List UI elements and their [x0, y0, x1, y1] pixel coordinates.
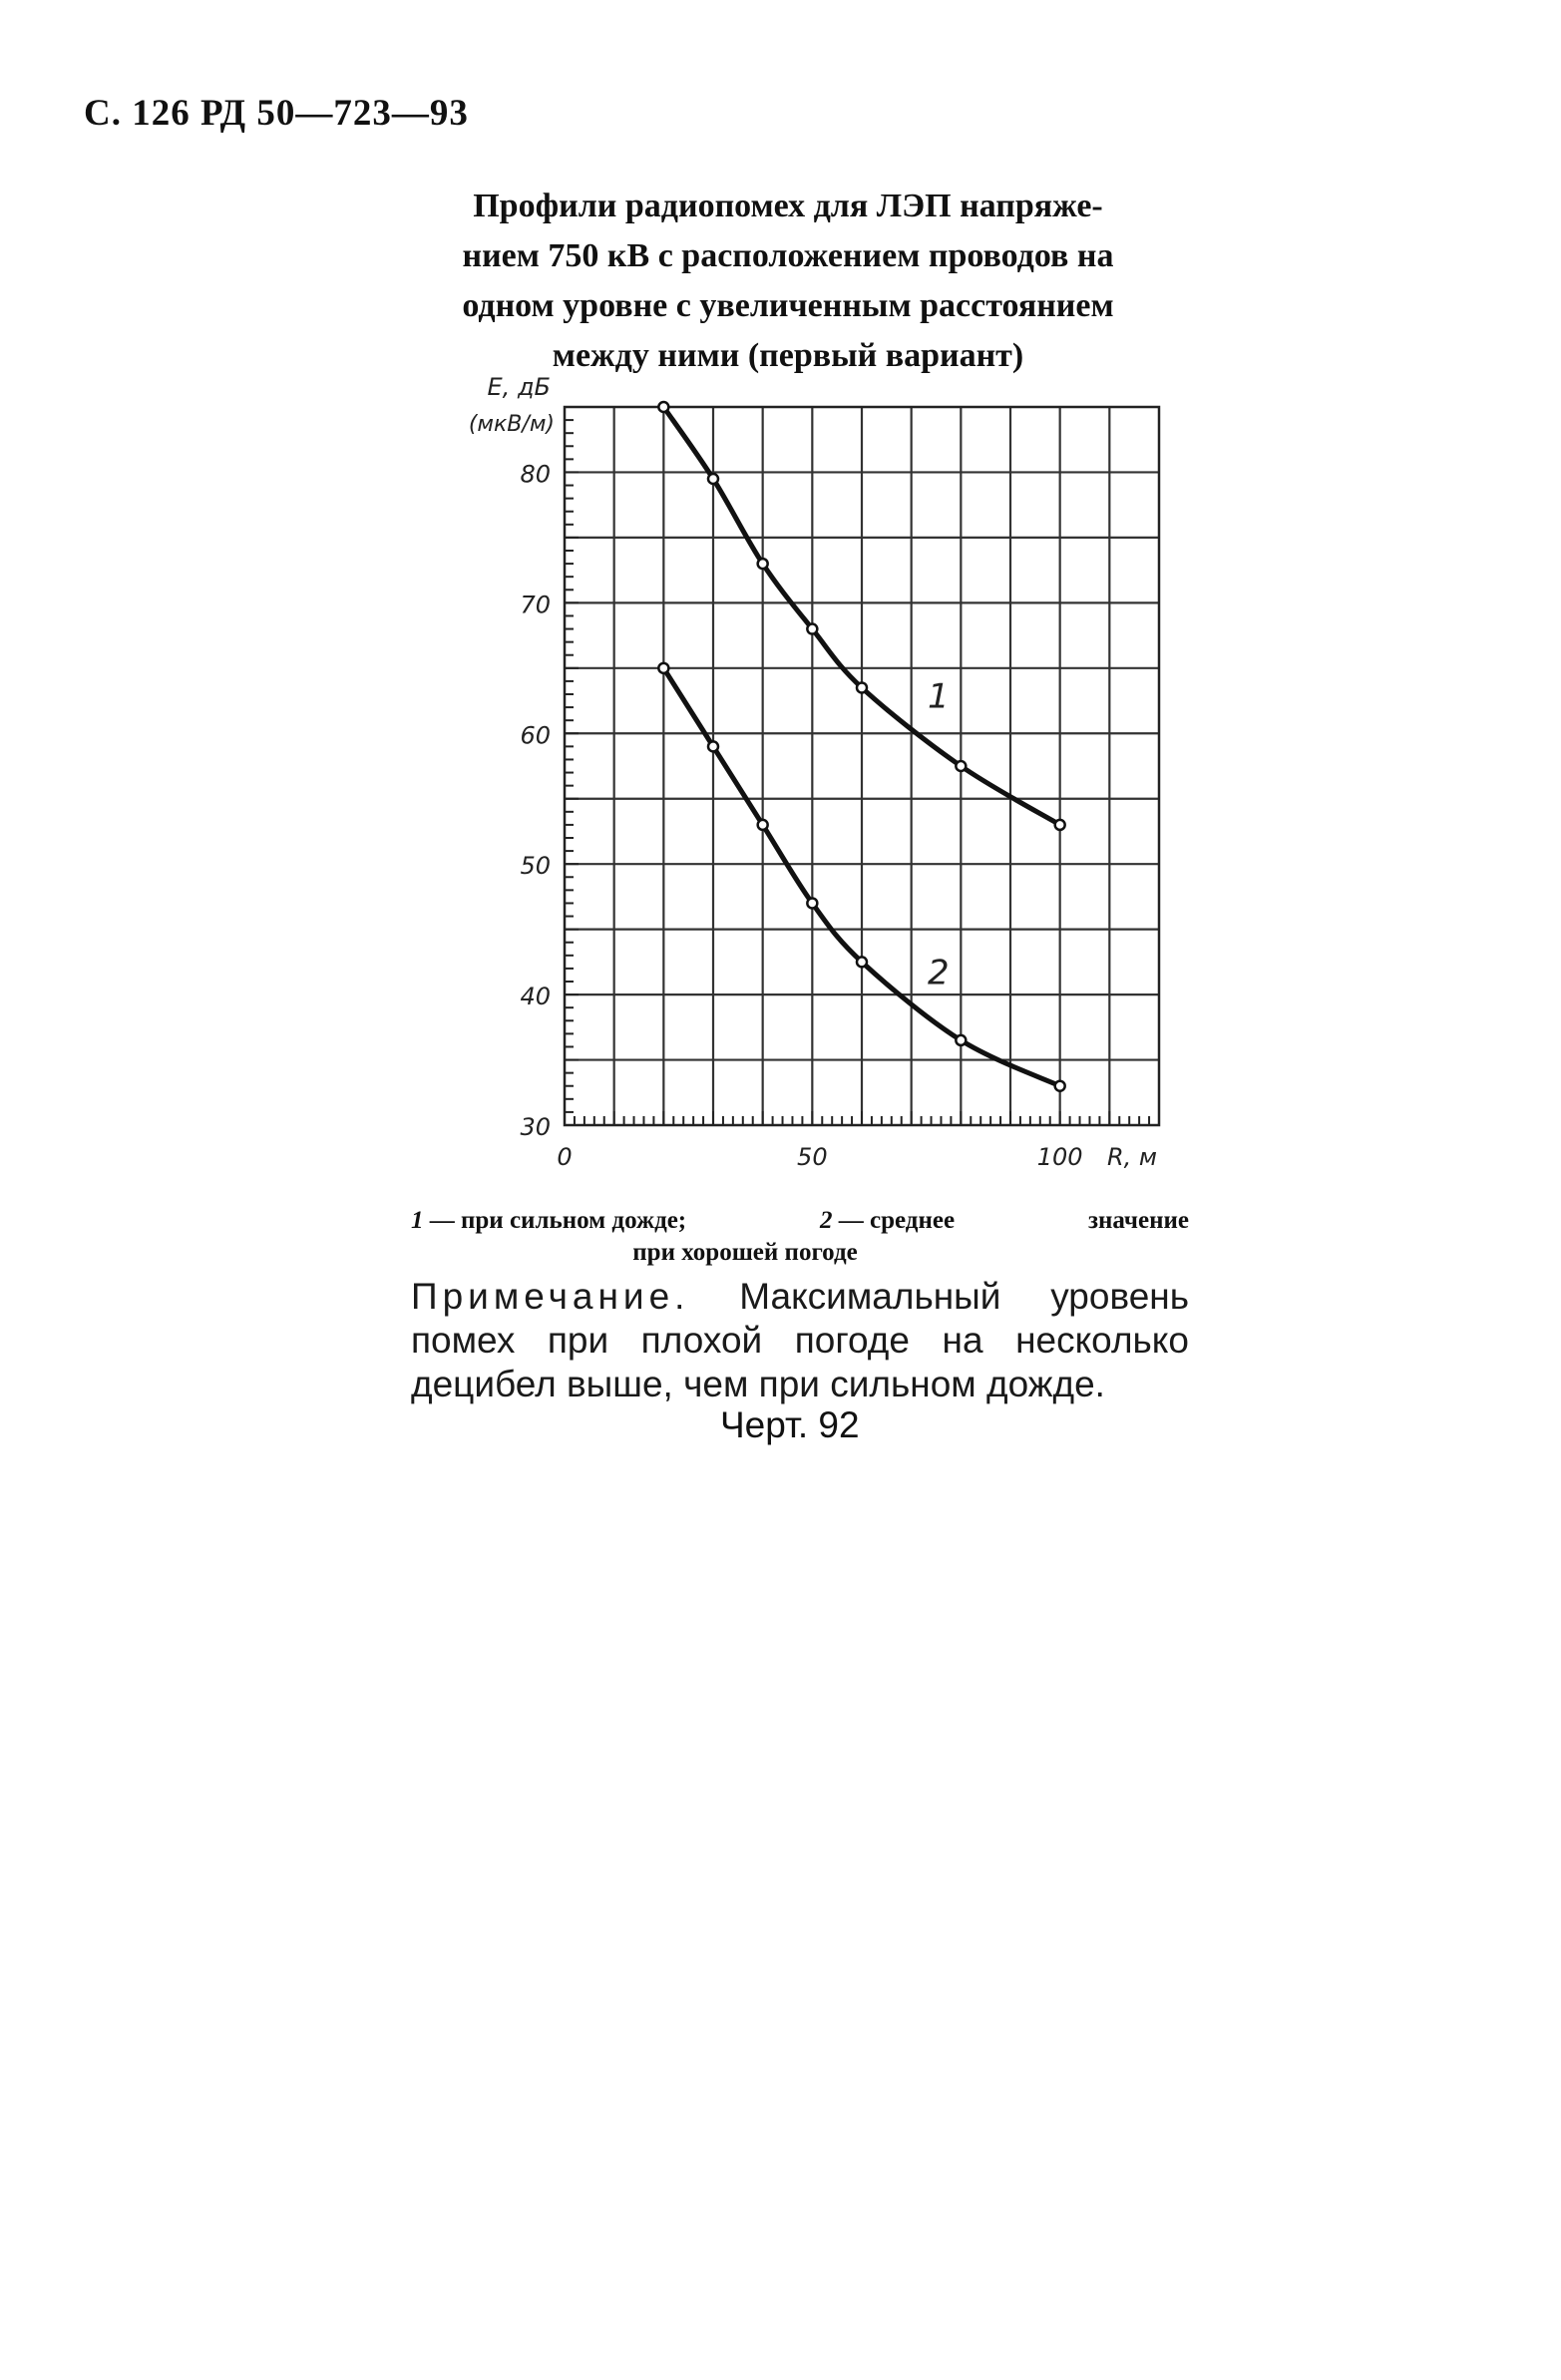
y-tick-label: 30	[520, 1113, 551, 1141]
legend	[411, 1205, 1189, 1269]
y-axis-label: E, дБ	[487, 373, 551, 401]
data-point	[857, 957, 867, 967]
legend-item-2	[820, 1205, 955, 1237]
plot-frame	[565, 407, 1159, 1125]
data-point	[708, 741, 718, 751]
x-axis-label: R, м	[1106, 1143, 1157, 1171]
data-point	[658, 402, 668, 412]
series-line-2	[663, 668, 1059, 1086]
y-tick-label: 50	[520, 852, 551, 881]
figure-title-line: между ними (первый вариант)	[552, 337, 1024, 374]
y-tick-label: 80	[520, 460, 551, 489]
data-point	[658, 663, 668, 673]
series-label-1: 1	[928, 676, 950, 717]
page-header: С. 126 РД 50—723—93	[84, 93, 469, 134]
figure-title	[399, 182, 1177, 381]
x-tick-label: 100	[1036, 1143, 1083, 1171]
data-point	[758, 559, 768, 569]
legend-text-2c: при хорошей погоде	[632, 1239, 858, 1266]
note	[411, 1275, 1189, 1406]
series-label-2: 2	[928, 953, 950, 993]
note-label: Примечание.	[411, 1276, 690, 1317]
data-point	[956, 761, 966, 771]
series-line-1	[663, 407, 1059, 825]
data-point	[857, 682, 867, 692]
legend-label-1: 1	[411, 1207, 424, 1234]
x-tick-label: 0	[557, 1143, 573, 1171]
figure-title-line: Профили радиопомех для ЛЭП напряже-	[473, 188, 1103, 224]
data-point	[956, 1035, 966, 1045]
data-point	[1055, 820, 1065, 830]
legend-text-2a: — среднее	[832, 1207, 956, 1234]
data-point	[807, 898, 817, 908]
note-text: Максимальный уровень помех при плохой погоде на несколько децибел выше, чем при сильном дожде.	[411, 1276, 1189, 1404]
legend-text-2b: значение	[1087, 1207, 1189, 1234]
figure-number: Черт. 92	[720, 1404, 860, 1445]
y-axis-label-unit: (мкВ/м)	[468, 412, 555, 437]
x-tick-label: 50	[797, 1143, 828, 1171]
data-point	[807, 624, 817, 634]
legend-text-1: — при сильном дожде;	[423, 1207, 687, 1234]
data-point	[1055, 1081, 1065, 1091]
legend-item-1	[411, 1205, 686, 1237]
figure-title-line: одном уровне с увеличенным расстоянием	[462, 287, 1114, 324]
legend-label-2: 2	[820, 1207, 833, 1234]
data-point	[758, 820, 768, 830]
y-tick-label: 60	[520, 721, 551, 750]
y-tick-label: 40	[520, 983, 551, 1011]
figure-title-line: нием 750 кВ с расположением проводов на	[462, 237, 1114, 274]
y-tick-label: 70	[520, 591, 551, 619]
data-point	[708, 474, 718, 484]
